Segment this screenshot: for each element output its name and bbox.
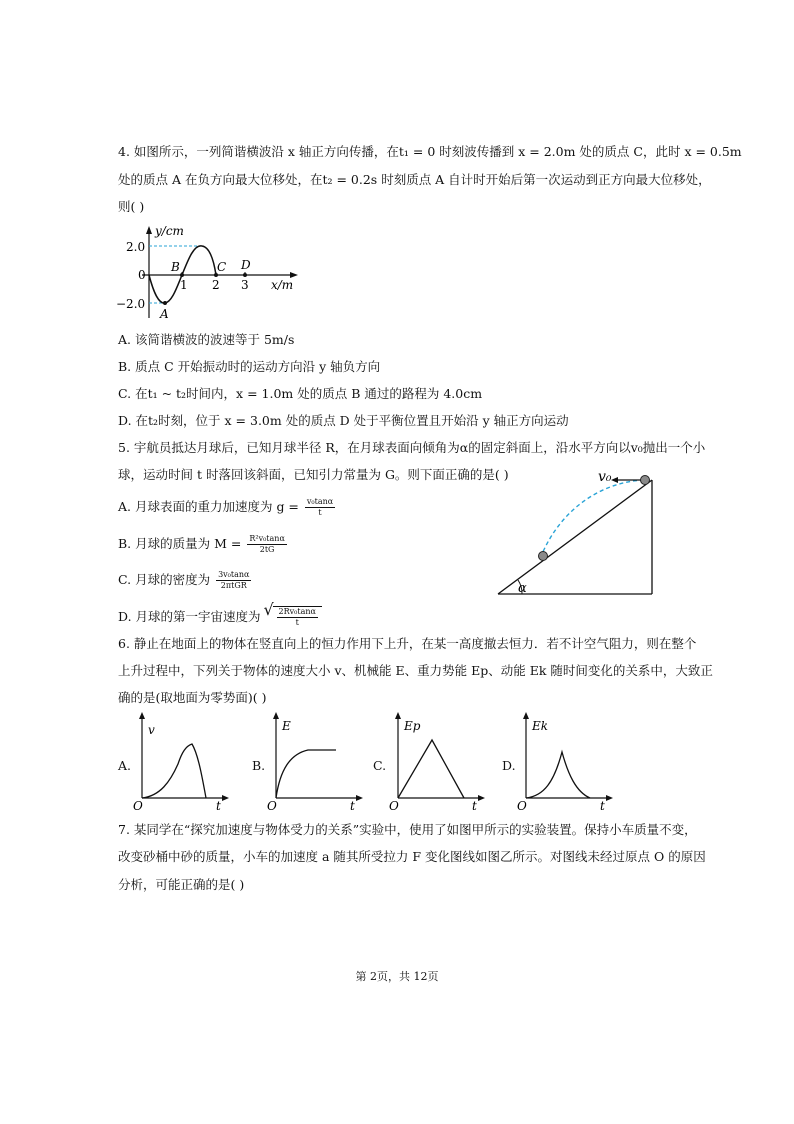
q6-graph-b-origin: O (267, 799, 277, 812)
q6-graph-a-origin: O (133, 799, 143, 812)
q5-option-d-prefix: D. 月球的第一宇宙速度为 (118, 609, 261, 624)
q5-option-b-prefix: B. 月球的质量为 M = (118, 536, 242, 551)
q6-graph-c-xlabel: t (472, 799, 477, 812)
q7-stem-line2: 改变砂桶中砂的质量，小车的加速度 a 随其所受拉力 F 变化图线如图乙所示。对图线未经过原点 O 的原因 (118, 849, 706, 864)
q5-option-c (118, 570, 253, 591)
q6-graph-a (130, 712, 230, 812)
q6-graph-d (514, 712, 614, 812)
q5-stem-line1: 5. 宇航员抵达月球后，已知月球半径 R，在月球表面向倾角为α的固定斜面上，沿水平方向以v₀抛出一个小 (118, 440, 706, 455)
q6-graph-b-xlabel: t (350, 799, 355, 812)
q6-graph-d-ylabel: Ek (532, 719, 549, 733)
q5-option-a-fraction (305, 497, 335, 518)
q6-graph-b-label: B. (252, 758, 266, 773)
q4-option-a: A. 该简谐横波的波速等于 5m/s (118, 332, 295, 347)
q6-graph-d-xlabel: t (600, 799, 605, 812)
q6-graph-a-ylabel: v (148, 723, 155, 737)
q5-option-b-den: 2tG (259, 545, 275, 554)
q6-graph-a-xlabel: t (216, 799, 221, 812)
q5-alpha-label: α (518, 581, 527, 596)
q6-stem-line1: 6. 静止在地面上的物体在竖直向上的恒力作用下上升，在某一高度撤去恒力．若不计空气阻力，则在整个 (118, 636, 697, 651)
q6-stem-line3: 确的是(取地面为零势面)( ) (118, 690, 267, 705)
q5-option-a-den: t (318, 508, 322, 517)
q4-xtick-1: 1 (180, 278, 188, 292)
q5-option-c-den: 2πtGR (220, 581, 247, 590)
q6-graph-a-label: A. (118, 758, 132, 773)
q6-graph-d-origin: O (517, 799, 527, 812)
q5-option-b-num: R²v₀tanα (249, 534, 285, 543)
q5-option-a-prefix: A. 月球表面的重力加速度为 g = (118, 499, 299, 514)
q5-v0-label: v₀ (598, 469, 612, 485)
q6-graph-c-label: C. (373, 758, 387, 773)
q5-option-d-den: t (295, 618, 299, 627)
q6-stem-line2: 上升过程中，下列关于物体的速度大小 v、机械能 E、重力势能 Ep、动能 Ek 随时间变化的关系中，大致正 (118, 663, 713, 678)
q5-option-c-prefix: C. 月球的密度为 (118, 572, 211, 587)
page-footer: 第 2页，共 12页 (355, 970, 439, 983)
q5-option-d-sqrt (273, 606, 322, 628)
q4-point-c-label: C (217, 260, 227, 274)
q4-option-c: C. 在t₁ ~ t₂时间内，x = 1.0m 处的质点 B 通过的路程为 4.0cm (118, 386, 483, 401)
q4-option-b: B. 质点 C 开始振动时的运动方向沿 y 轴负方向 (118, 359, 381, 374)
q4-xtick-3: 3 (241, 278, 249, 292)
q5-option-d-num: √ 2Rv₀tanα (278, 607, 316, 616)
q6-graph-c (386, 712, 486, 812)
q5-stem-line2: 球，运动时间 t 时落回该斜面，已知引力常量为 G。则下面正确的是( ) (118, 467, 509, 482)
q7-stem-line3: 分析，可能正确的是( ) (118, 877, 245, 892)
q5-option-a (118, 497, 337, 518)
q7-stem-line1: 7. 某同学在“探究加速度与物体受力的关系”实验中，使用了如图甲所示的实验装置。保持小车质量不变， (118, 822, 697, 837)
q5-option-c-fraction (216, 570, 251, 591)
q4-ytick-top: 2.0 (126, 240, 146, 254)
q4-point-d-label: D (241, 258, 251, 272)
q5-option-d-fraction (277, 607, 318, 628)
q5-option-d (118, 606, 322, 628)
q5-option-a-num: v₀tanα (306, 497, 334, 506)
q4-stem-line3: 则( ) (118, 199, 145, 214)
q4-stem-line2: 处的质点 A 在负方向最大位移处，在t₂ = 0.2s 时刻质点 A 自计时开始后第一次运动到正方向最大位移处， (118, 172, 711, 187)
q4-point-a-label: A (160, 307, 169, 321)
q4-xtick-2: 2 (212, 278, 220, 292)
q4-ytick-bottom: −2.0 (116, 297, 146, 311)
q4-ytick-zero: 0 (138, 268, 146, 282)
q4-wave-graph (112, 222, 302, 322)
q6-graph-b (264, 712, 364, 812)
q6-graph-c-origin: O (389, 799, 399, 812)
q6-graph-d-label: D. (502, 758, 516, 773)
q6-graph-c-ylabel: Ep (404, 719, 421, 733)
q4-stem-line1: 4. 如图所示，一列简谐横波沿 x 轴正方向传播，在t₁ = 0 时刻波传播到 x = 2.0m 处的质点 C，此时 x = 0.5m (118, 144, 742, 159)
q4-xlabel: x/m (271, 278, 294, 292)
q4-ylabel: y/cm (155, 224, 184, 238)
q5-incline-figure (492, 468, 662, 600)
q5-option-c-num: 3v₀tanα (218, 570, 250, 579)
q6-graph-b-ylabel: E (282, 719, 291, 733)
q4-option-d: D. 在t₂时刻，位于 x = 3.0m 处的质点 D 处于平衡位置且开始沿 y 轴正方向运动 (118, 413, 569, 428)
q5-option-b (118, 534, 289, 555)
q5-option-b-fraction (247, 534, 287, 555)
q4-point-b-label: B (171, 260, 180, 274)
